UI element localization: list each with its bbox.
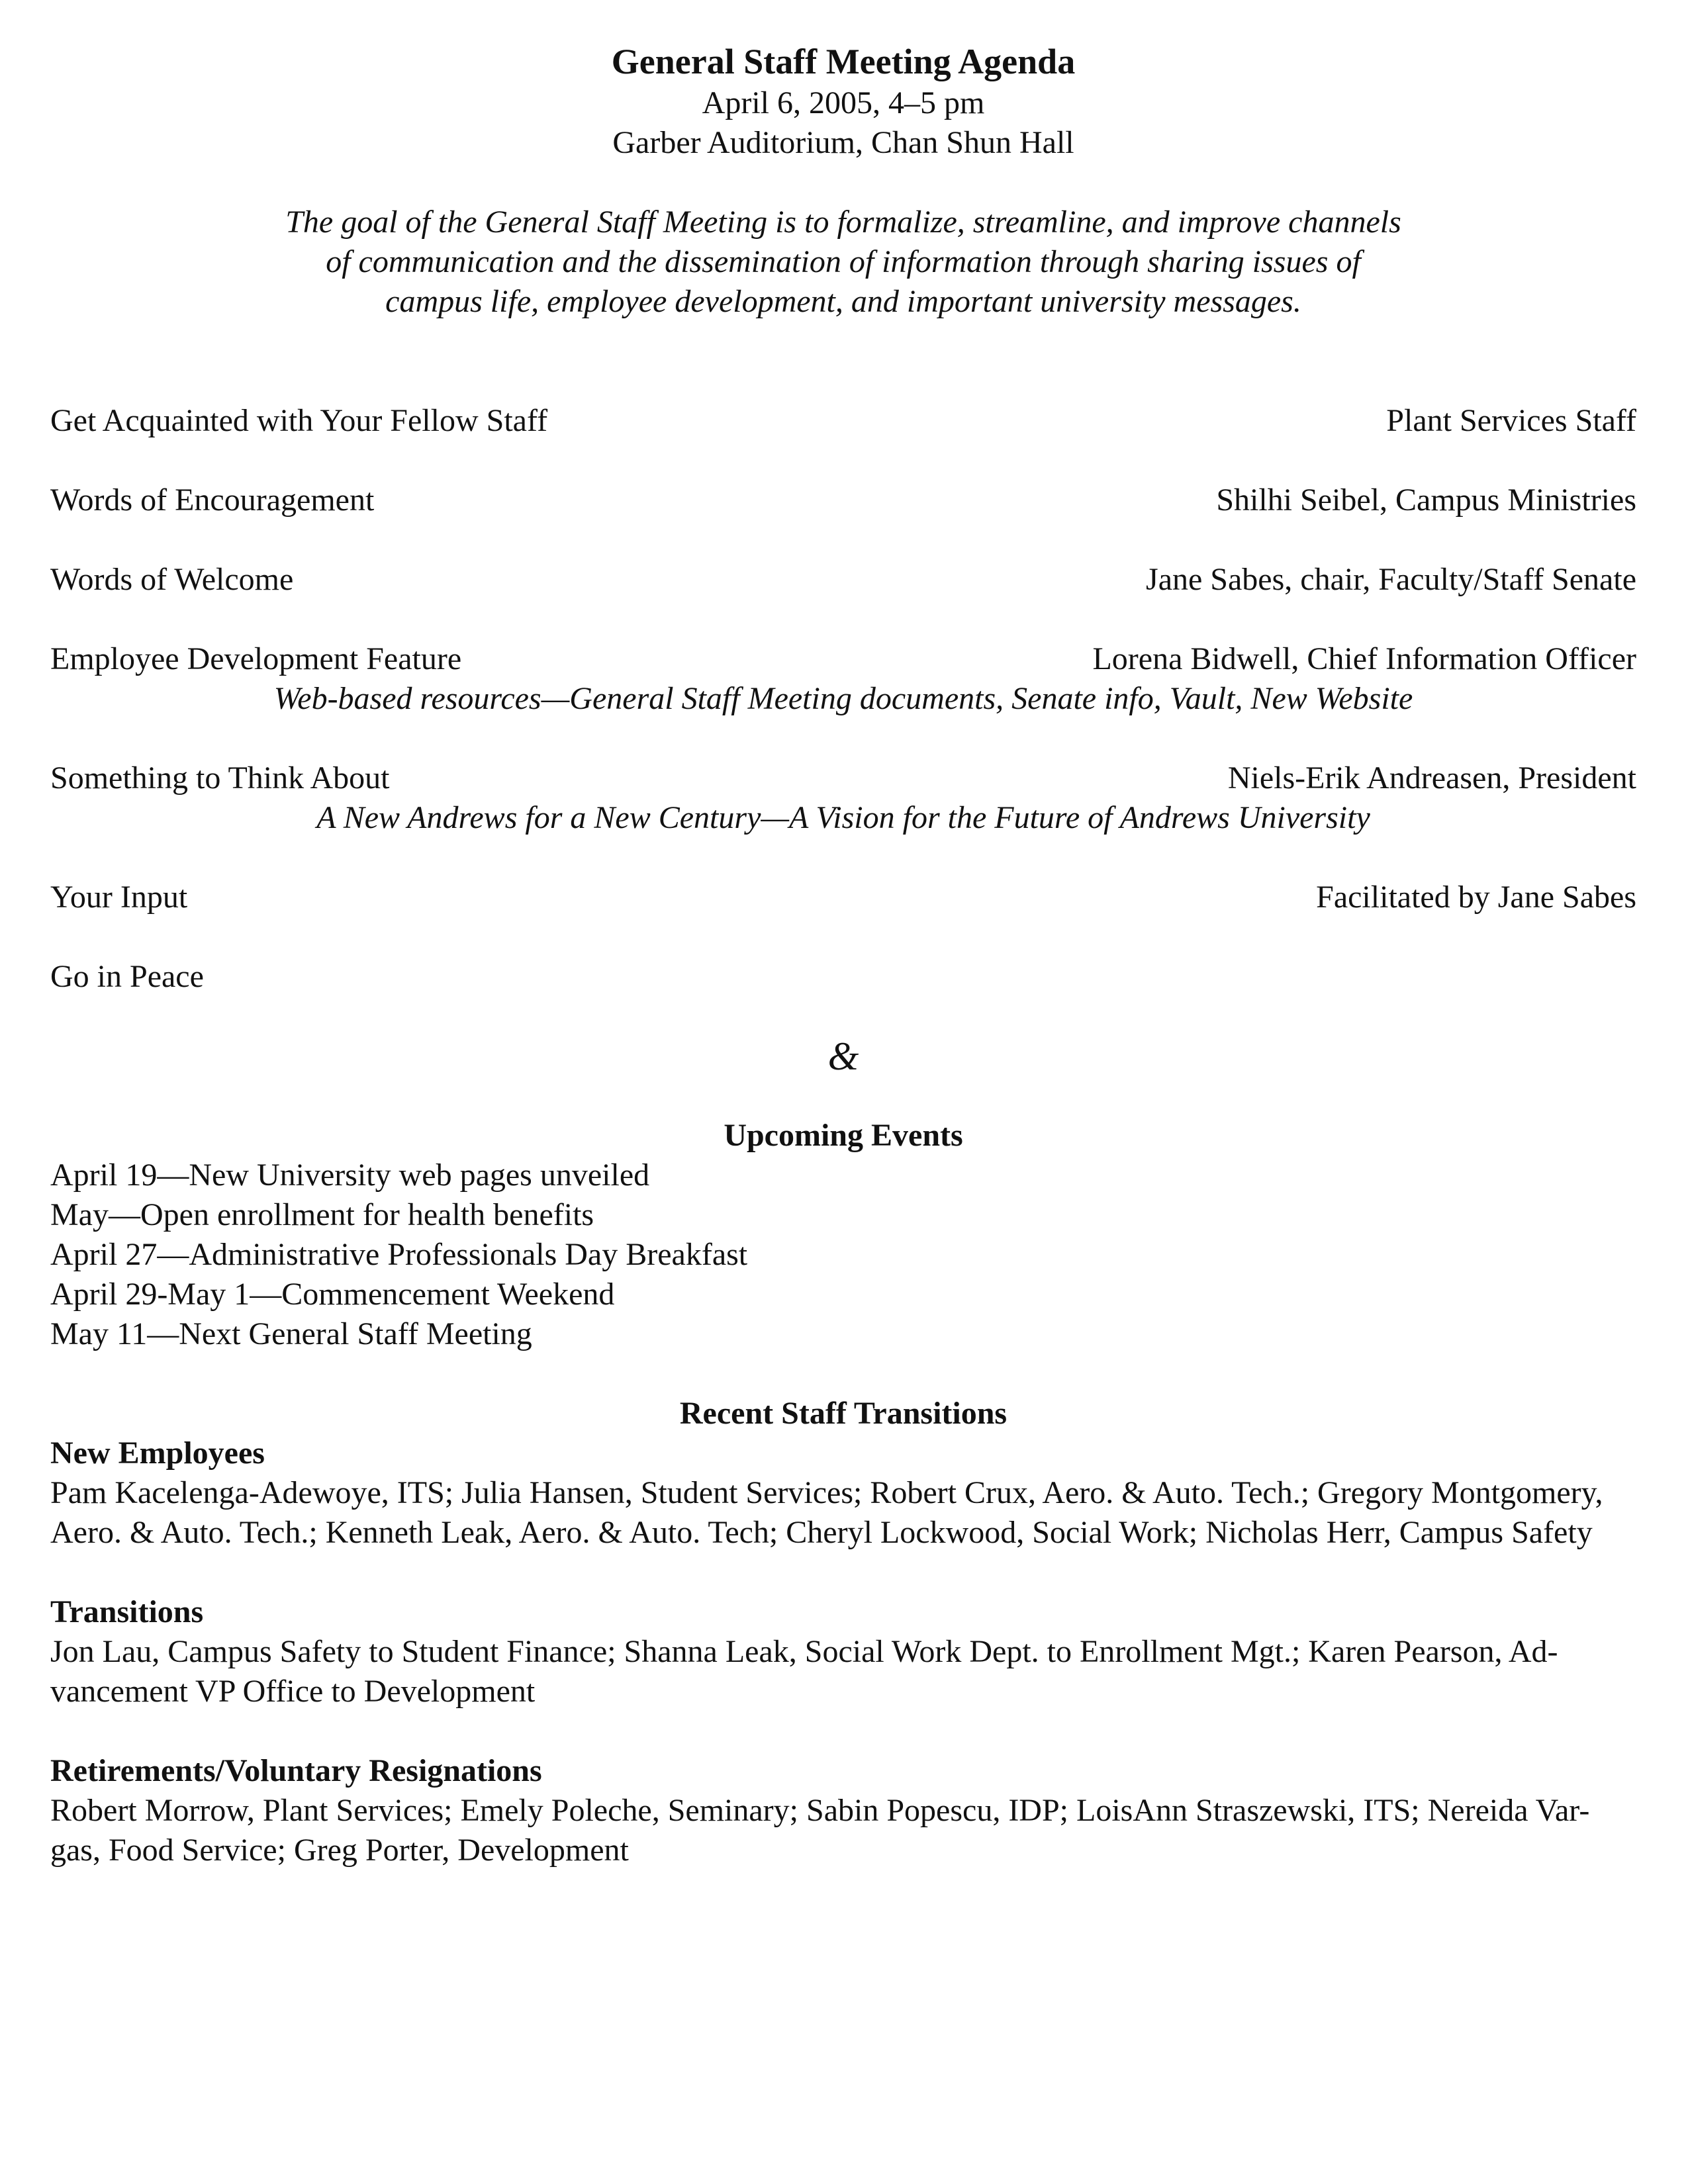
event-item: April 27—Administrative Professionals Day Breakfast: [50, 1237, 748, 1272]
transitions-line: Jon Lau, Campus Safety to Student Finance; Shanna Leak, Social Work Dept. to Enrollment Mgt.; Karen Pearson, Ad-: [50, 1634, 1558, 1669]
agenda-item: [50, 401, 1636, 441]
meeting-date-time: April 6, 2005, 4–5 pm: [702, 85, 985, 120]
agenda-item-title: Employee Development Feature: [50, 641, 462, 676]
transitions-heading: Transitions: [50, 1594, 204, 1629]
agenda-item-title: Words of Encouragement: [50, 482, 375, 518]
transitions-line: vancement VP Office to Development: [50, 1674, 536, 1709]
agenda-item: [50, 639, 1636, 719]
new-employees-section: [50, 1433, 1636, 1553]
agenda-item-presenter: Plant Services Staff: [1386, 403, 1636, 438]
retirements-line: gas, Food Service; Greg Porter, Development: [50, 1833, 629, 1868]
goal-line: The goal of the General Staff Meeting is to formalize, streamline, and improve channels: [285, 205, 1401, 240]
agenda-item-title: Get Acquainted with Your Fellow Staff: [50, 403, 548, 438]
agenda-item: [50, 878, 1636, 917]
agenda-item-presenter: Lorena Bidwell, Chief Information Officer: [1092, 641, 1636, 676]
event-item: May 11—Next General Staff Meeting: [50, 1316, 532, 1351]
event-item: April 29-May 1—Commencement Weekend: [50, 1277, 615, 1312]
goal-line: of communication and the dissemination of information through sharing issues of: [326, 244, 1361, 279]
agenda-item-presenter: Facilitated by Jane Sabes: [1316, 880, 1636, 915]
upcoming-events-list: [50, 1156, 1636, 1354]
new-employees-line: Aero. & Auto. Tech.; Kenneth Leak, Aero. & Auto. Tech; Cheryl Lockwood, Social Work; Nicholas Herr, Campus Safety: [50, 1515, 1593, 1550]
goal-statement: [50, 203, 1636, 322]
agenda-item-title: Go in Peace: [50, 959, 204, 994]
goal-line: campus life, employee development, and important university messages.: [385, 284, 1301, 319]
agenda-item-title: Your Input: [50, 880, 188, 915]
agenda-page: [50, 40, 1636, 1910]
agenda-item: [50, 957, 1636, 997]
meeting-location: Garber Auditorium, Chan Shun Hall: [612, 125, 1074, 160]
retirements-line: Robert Morrow, Plant Services; Emely Poleche, Seminary; Sabin Popescu, IDP; LoisAnn Straszewski, ITS; Nereida Var-: [50, 1793, 1590, 1828]
agenda-item: [50, 758, 1636, 838]
agenda-list: [50, 401, 1636, 997]
agenda-item-title: Words of Welcome: [50, 562, 294, 597]
retirements-section: [50, 1751, 1636, 1870]
transitions-section: [50, 1592, 1636, 1711]
agenda-item: [50, 480, 1636, 520]
event-item: April 19—New University web pages unveiled: [50, 1158, 650, 1193]
agenda-item-presenter: Jane Sabes, chair, Faculty/Staff Senate: [1146, 562, 1636, 597]
staff-transitions-heading: Recent Staff Transitions: [679, 1396, 1008, 1431]
agenda-item-note: A New Andrews for a New Century—A Vision for the Future of Andrews University: [316, 800, 1370, 835]
agenda-item-title: Something to Think About: [50, 760, 390, 796]
upcoming-events-heading: Upcoming Events: [724, 1118, 963, 1153]
ampersand-ornament: &: [827, 1034, 859, 1078]
retirements-heading: Retirements/Voluntary Resignations: [50, 1753, 542, 1788]
new-employees-line: Pam Kacelenga-Adewoye, ITS; Julia Hansen, Student Services; Robert Crux, Aero. & Auto. Tech.; Gregory Montgomery,: [50, 1475, 1603, 1510]
agenda-item-presenter: Shilhi Seibel, Campus Ministries: [1216, 482, 1636, 518]
event-item: May—Open enrollment for health benefits: [50, 1197, 594, 1232]
page-title: General Staff Meeting Agenda: [611, 42, 1076, 81]
new-employees-heading: New Employees: [50, 1435, 265, 1471]
agenda-item-presenter: Niels-Erik Andreasen, President: [1227, 760, 1636, 796]
agenda-item-note: Web-based resources—General Staff Meeting documents, Senate info, Vault, New Website: [273, 681, 1413, 716]
agenda-item: [50, 560, 1636, 600]
